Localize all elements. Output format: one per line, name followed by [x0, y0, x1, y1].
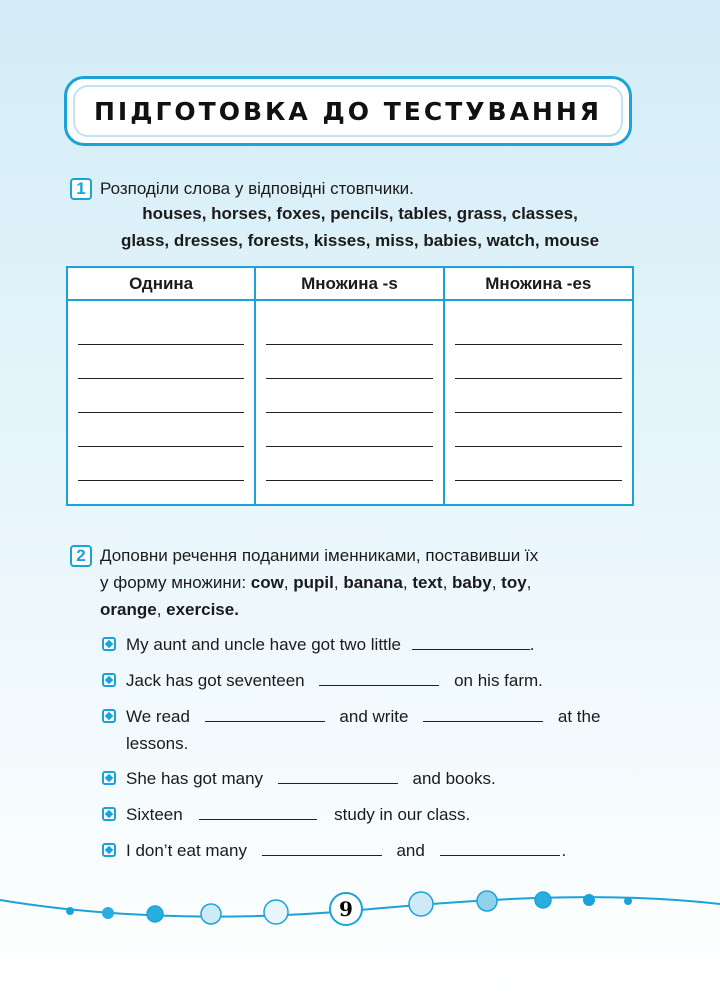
answer-line[interactable] — [78, 447, 244, 481]
sentence-2-end: on his farm. — [454, 671, 543, 690]
bullet-icon — [102, 843, 116, 857]
answer-line[interactable] — [266, 311, 432, 345]
sentence-5-text: Sixteen — [126, 805, 183, 824]
answer-line[interactable] — [455, 413, 622, 447]
answer-line[interactable] — [78, 345, 244, 379]
sentence-1-text: My aunt and uncle have got two little — [126, 635, 401, 654]
sentence-3-text: We read — [126, 707, 190, 726]
instruction-prefix: у форму множини: — [100, 573, 251, 592]
bullet-icon — [102, 673, 116, 687]
sentence-4-end: and books. — [412, 769, 496, 788]
column-plural-es-answers — [444, 300, 633, 505]
word-exercise: exercise — [166, 600, 235, 619]
sentence-4-blank[interactable] — [278, 766, 398, 784]
sentence-5 — [126, 801, 470, 828]
sentence-1-end: . — [529, 635, 535, 654]
separator: , — [491, 573, 502, 592]
answer-line[interactable] — [78, 379, 244, 413]
task-1-words-line-1: houses, horses, foxes, pencils, tables, grass, classes, — [142, 204, 578, 223]
sentence-3-continued: lessons. — [126, 734, 189, 753]
sentence-6 — [126, 837, 566, 864]
sentence-3-blank-2[interactable] — [423, 704, 543, 722]
decor-ring — [477, 891, 497, 911]
word-orange: orange — [100, 600, 157, 619]
decor-ring — [409, 892, 433, 916]
answer-line[interactable] — [266, 379, 432, 413]
column-header-plural-es: Множина -es — [444, 267, 633, 300]
sentence-4-text: She has got many — [126, 769, 264, 788]
bullet-icon — [102, 637, 116, 651]
footer-decoration — [0, 880, 720, 940]
sentence-3-tail: at the — [557, 707, 601, 726]
answer-line[interactable] — [455, 447, 622, 481]
separator: , — [333, 573, 344, 592]
decor-dot — [535, 892, 551, 908]
task-2-number: 2 — [70, 545, 92, 567]
sentence-4 — [126, 765, 496, 792]
bullet-icon — [102, 709, 116, 723]
answer-line[interactable] — [266, 447, 432, 481]
task-1-words-line-2: glass, dresses, forests, kisses, miss, babies, watch, mouse — [120, 231, 600, 250]
answer-line[interactable] — [78, 413, 244, 447]
column-header-plural-s: Множина -s — [255, 267, 443, 300]
sentence-6-text: I don’t eat many — [126, 841, 247, 860]
column-singular-answers — [67, 300, 255, 505]
answer-line[interactable] — [78, 311, 244, 345]
page-title: ПІДГОТОВКА ДО ТЕСТУВАННЯ — [93, 96, 603, 126]
decor-ring — [201, 904, 221, 924]
sentence-6-middle: and — [396, 841, 425, 860]
separator: , — [156, 600, 167, 619]
sentence-1 — [126, 631, 534, 658]
separator: , — [283, 573, 294, 592]
separator: , — [402, 573, 413, 592]
task-1-instruction: Розподіли слова у відповідні стовпчики. — [100, 179, 414, 198]
word-text: text — [412, 573, 443, 592]
sentence-2-blank[interactable] — [319, 668, 439, 686]
decor-dot — [583, 894, 595, 906]
word-pupil: pupil — [293, 573, 334, 592]
bullet-icon — [102, 807, 116, 821]
page-number: 9 — [339, 897, 353, 921]
separator: , — [442, 573, 453, 592]
period: . — [234, 600, 239, 619]
decor-dot — [66, 907, 74, 915]
task-2-instruction-line-2 — [100, 570, 531, 596]
task-2-instruction-line-3 — [100, 597, 239, 623]
decor-dot — [624, 897, 632, 905]
bullet-icon — [102, 771, 116, 785]
sentence-1-blank[interactable] — [412, 632, 530, 650]
answer-line[interactable] — [266, 413, 432, 447]
sentence-6-blank-2[interactable] — [440, 838, 560, 856]
column-header-singular: Однина — [67, 267, 255, 300]
sentence-3 — [126, 703, 600, 730]
column-plural-s-answers — [255, 300, 443, 505]
task-1-number: 1 — [70, 178, 92, 200]
sentence-5-blank[interactable] — [199, 802, 317, 820]
separator: , — [526, 573, 532, 592]
word-toy: toy — [501, 573, 527, 592]
answer-line[interactable] — [455, 379, 622, 413]
answer-line[interactable] — [455, 345, 622, 379]
sorting-table — [66, 266, 634, 506]
sentence-2 — [126, 667, 543, 694]
decor-dot — [102, 907, 114, 919]
answer-line[interactable] — [455, 311, 622, 345]
word-baby: baby — [452, 573, 492, 592]
sentence-6-blank-1[interactable] — [262, 838, 382, 856]
word-banana: banana — [343, 573, 403, 592]
decor-ring — [264, 900, 288, 924]
section-title-box — [64, 76, 632, 146]
sentence-5-end: study in our class. — [334, 805, 471, 824]
decor-dot — [147, 906, 163, 922]
sentence-3-middle: and write — [339, 707, 409, 726]
word-cow: cow — [250, 573, 284, 592]
sentence-3-blank-1[interactable] — [205, 704, 325, 722]
task-2-instruction-line-1: Доповни речення поданими іменниками, поставивши їх — [100, 546, 539, 565]
sentence-6-end: . — [561, 841, 567, 860]
sentence-2-text: Jack has got seventeen — [126, 671, 305, 690]
answer-line[interactable] — [266, 345, 432, 379]
